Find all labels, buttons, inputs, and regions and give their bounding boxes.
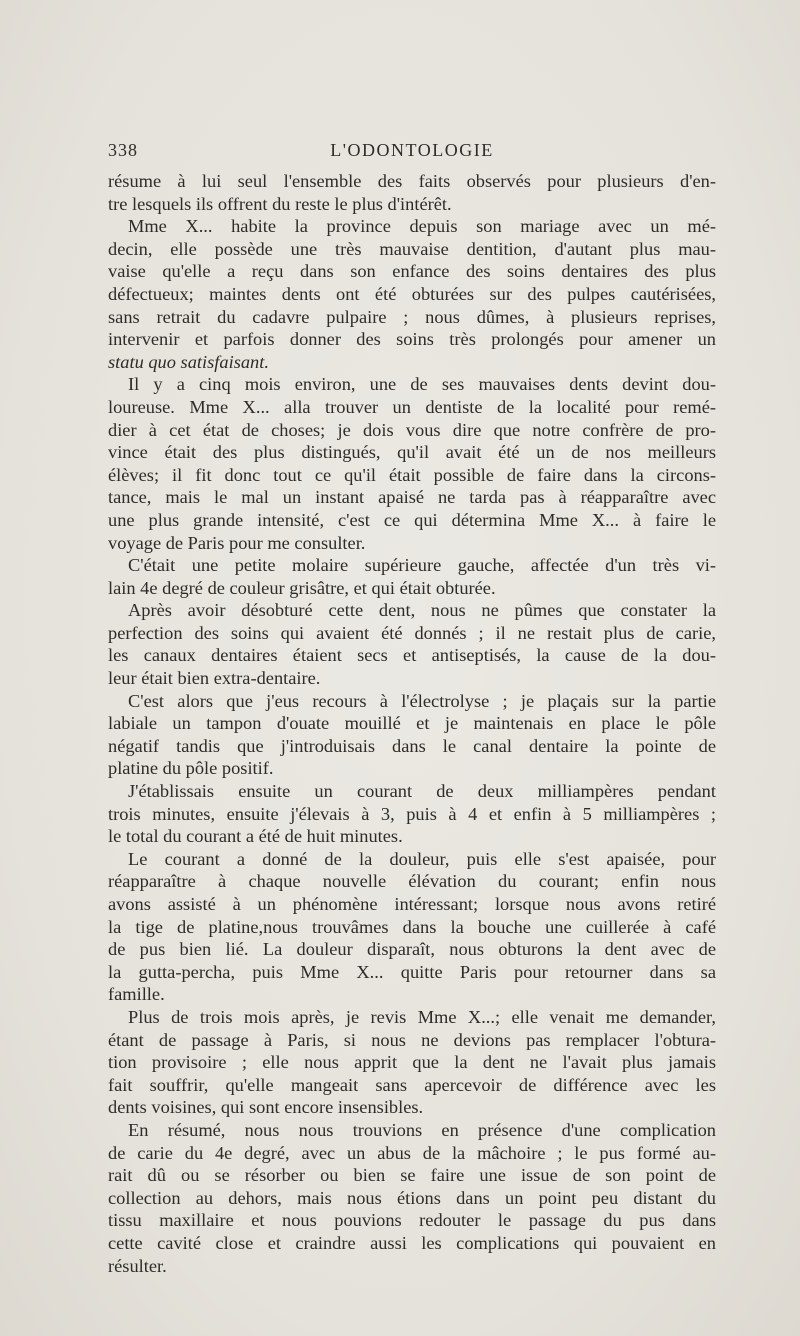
text-line: loureuse. Mme X... alla trouver un dentiste de la localité pour remé-	[108, 396, 716, 417]
text-line: dents voisines, qui sont encore insensibles.	[108, 1097, 424, 1118]
text-line: famille.	[108, 984, 165, 1005]
text-line: tance, mais le mal un instant apaisé ne tarda pas à réapparaître avec	[108, 487, 716, 508]
text-line: fait souffrir, qu'elle mangeait sans apercevoir de différence avec les	[108, 1074, 716, 1095]
text-line: decin, elle possède une très mauvaise dentition, d'autant plus mau-	[108, 238, 716, 259]
running-title: L'ODONTOLOGIE	[330, 140, 494, 160]
text-line: sans retrait du cadavre pulpaire ; nous dûmes, à plusieurs reprises,	[108, 306, 716, 327]
text-line: vaise qu'elle a reçu dans son enfance des soins dentaires des plus	[108, 261, 716, 282]
text-line: platine du pôle positif.	[108, 758, 274, 779]
text-line: tre lesquels ils offrent du reste le plus d'intérêt.	[108, 193, 452, 214]
text-line: leur était bien extra-dentaire.	[108, 668, 321, 689]
text-line: réapparaître à chaque nouvelle élévation du courant; enfin nous	[108, 871, 716, 892]
text-line: Mme X... habite la province depuis son mariage avec un mé-	[128, 216, 716, 237]
text-line: Après avoir désobturé cette dent, nous ne pûmes que constater la	[128, 600, 716, 621]
text-line: élèves; il fit donc tout ce qu'il était possible de faire dans la circons-	[108, 464, 716, 485]
text-line: vince était des plus distingués, qu'il avait été un de nos meilleurs	[108, 442, 716, 463]
body-text	[108, 170, 716, 1277]
text-line: de carie du 4e degré, avec un abus de la mâchoire ; le pus formé au-	[108, 1142, 716, 1163]
text-line: Le courant a donné de la douleur, puis elle s'est apaisée, pour	[128, 848, 716, 869]
page-number: 338	[108, 140, 138, 160]
text-line: statu quo satisfaisant.	[108, 351, 269, 372]
text-line: négatif tandis que j'introduisais dans le canal dentaire la pointe de	[108, 735, 716, 756]
text-line: résume à lui seul l'ensemble des faits observés pour plusieurs d'en-	[108, 171, 716, 191]
text-line: cette cavité close et craindre aussi les complications qui pouvaient en	[108, 1232, 716, 1253]
text-line: une plus grande intensité, c'est ce qui détermina Mme X... à faire le	[108, 509, 716, 530]
page-header	[108, 140, 716, 164]
text-line: dier à cet état de choses; je dois vous dire que notre confrère de pro-	[108, 419, 716, 440]
text-line: lain 4e degré de couleur grisâtre, et qui était obturée.	[108, 577, 496, 598]
text-line: étant de passage à Paris, si nous ne devions pas remplacer l'obtura-	[108, 1029, 716, 1050]
text-line: intervenir et parfois donner des soins très prolongés pour amener un	[108, 329, 716, 350]
text-line: trois minutes, ensuite j'élevais à 3, puis à 4 et enfin à 5 milliampères ;	[108, 803, 716, 824]
text-line: C'est alors que j'eus recours à l'électrolyse ; je plaçais sur la partie	[128, 690, 716, 711]
text-line: tion provisoire ; elle nous apprit que la dent ne l'avait plus jamais	[108, 1052, 716, 1073]
text-line: perfection des soins qui avaient été donnés ; il ne restait plus de carie,	[108, 622, 716, 643]
text-line: collection au dehors, mais nous étions dans un point peu distant du	[108, 1187, 716, 1208]
text-line: tissu maxillaire et nous pouvions redouter le passage du pus dans	[108, 1210, 716, 1231]
text-line: la tige de platine,nous trouvâmes dans la bouche une cuillerée à café	[108, 916, 716, 937]
text-line: En résumé, nous nous trouvions en présence d'une complication	[128, 1119, 716, 1140]
text-line: Plus de trois mois après, je revis Mme X...; elle venait me demander,	[128, 1006, 716, 1027]
text-line: C'était une petite molaire supérieure gauche, affectée d'un très vi-	[128, 555, 716, 576]
text-line: rait dû ou se résorber ou bien se faire une issue de son point de	[108, 1165, 716, 1186]
text-line: Il y a cinq mois environ, une de ses mauvaises dents devint dou-	[128, 374, 716, 395]
text-line: les canaux dentaires étaient secs et antiseptisés, la cause de la dou-	[108, 645, 716, 666]
text-line: voyage de Paris pour me consulter.	[108, 532, 366, 553]
text-line: défectueux; maintes dents ont été obturées sur des pulpes cautérisées,	[108, 283, 716, 304]
text-line: de pus bien lié. La douleur disparaît, nous obturons la dent avec de	[108, 939, 716, 960]
text-line: résulter.	[108, 1255, 167, 1276]
text-line: la gutta-percha, puis Mme X... quitte Paris pour retourner dans sa	[108, 961, 716, 982]
text-line: avons assisté à un phénomène intéressant; lorsque nous avons retiré	[108, 894, 716, 914]
text-line: J'établissais ensuite un courant de deux milliampères pendant	[128, 781, 716, 802]
text-line: le total du courant a été de huit minutes.	[108, 826, 403, 847]
text-line: labiale un tampon d'ouate mouillé et je maintenais en place le pôle	[108, 713, 716, 734]
